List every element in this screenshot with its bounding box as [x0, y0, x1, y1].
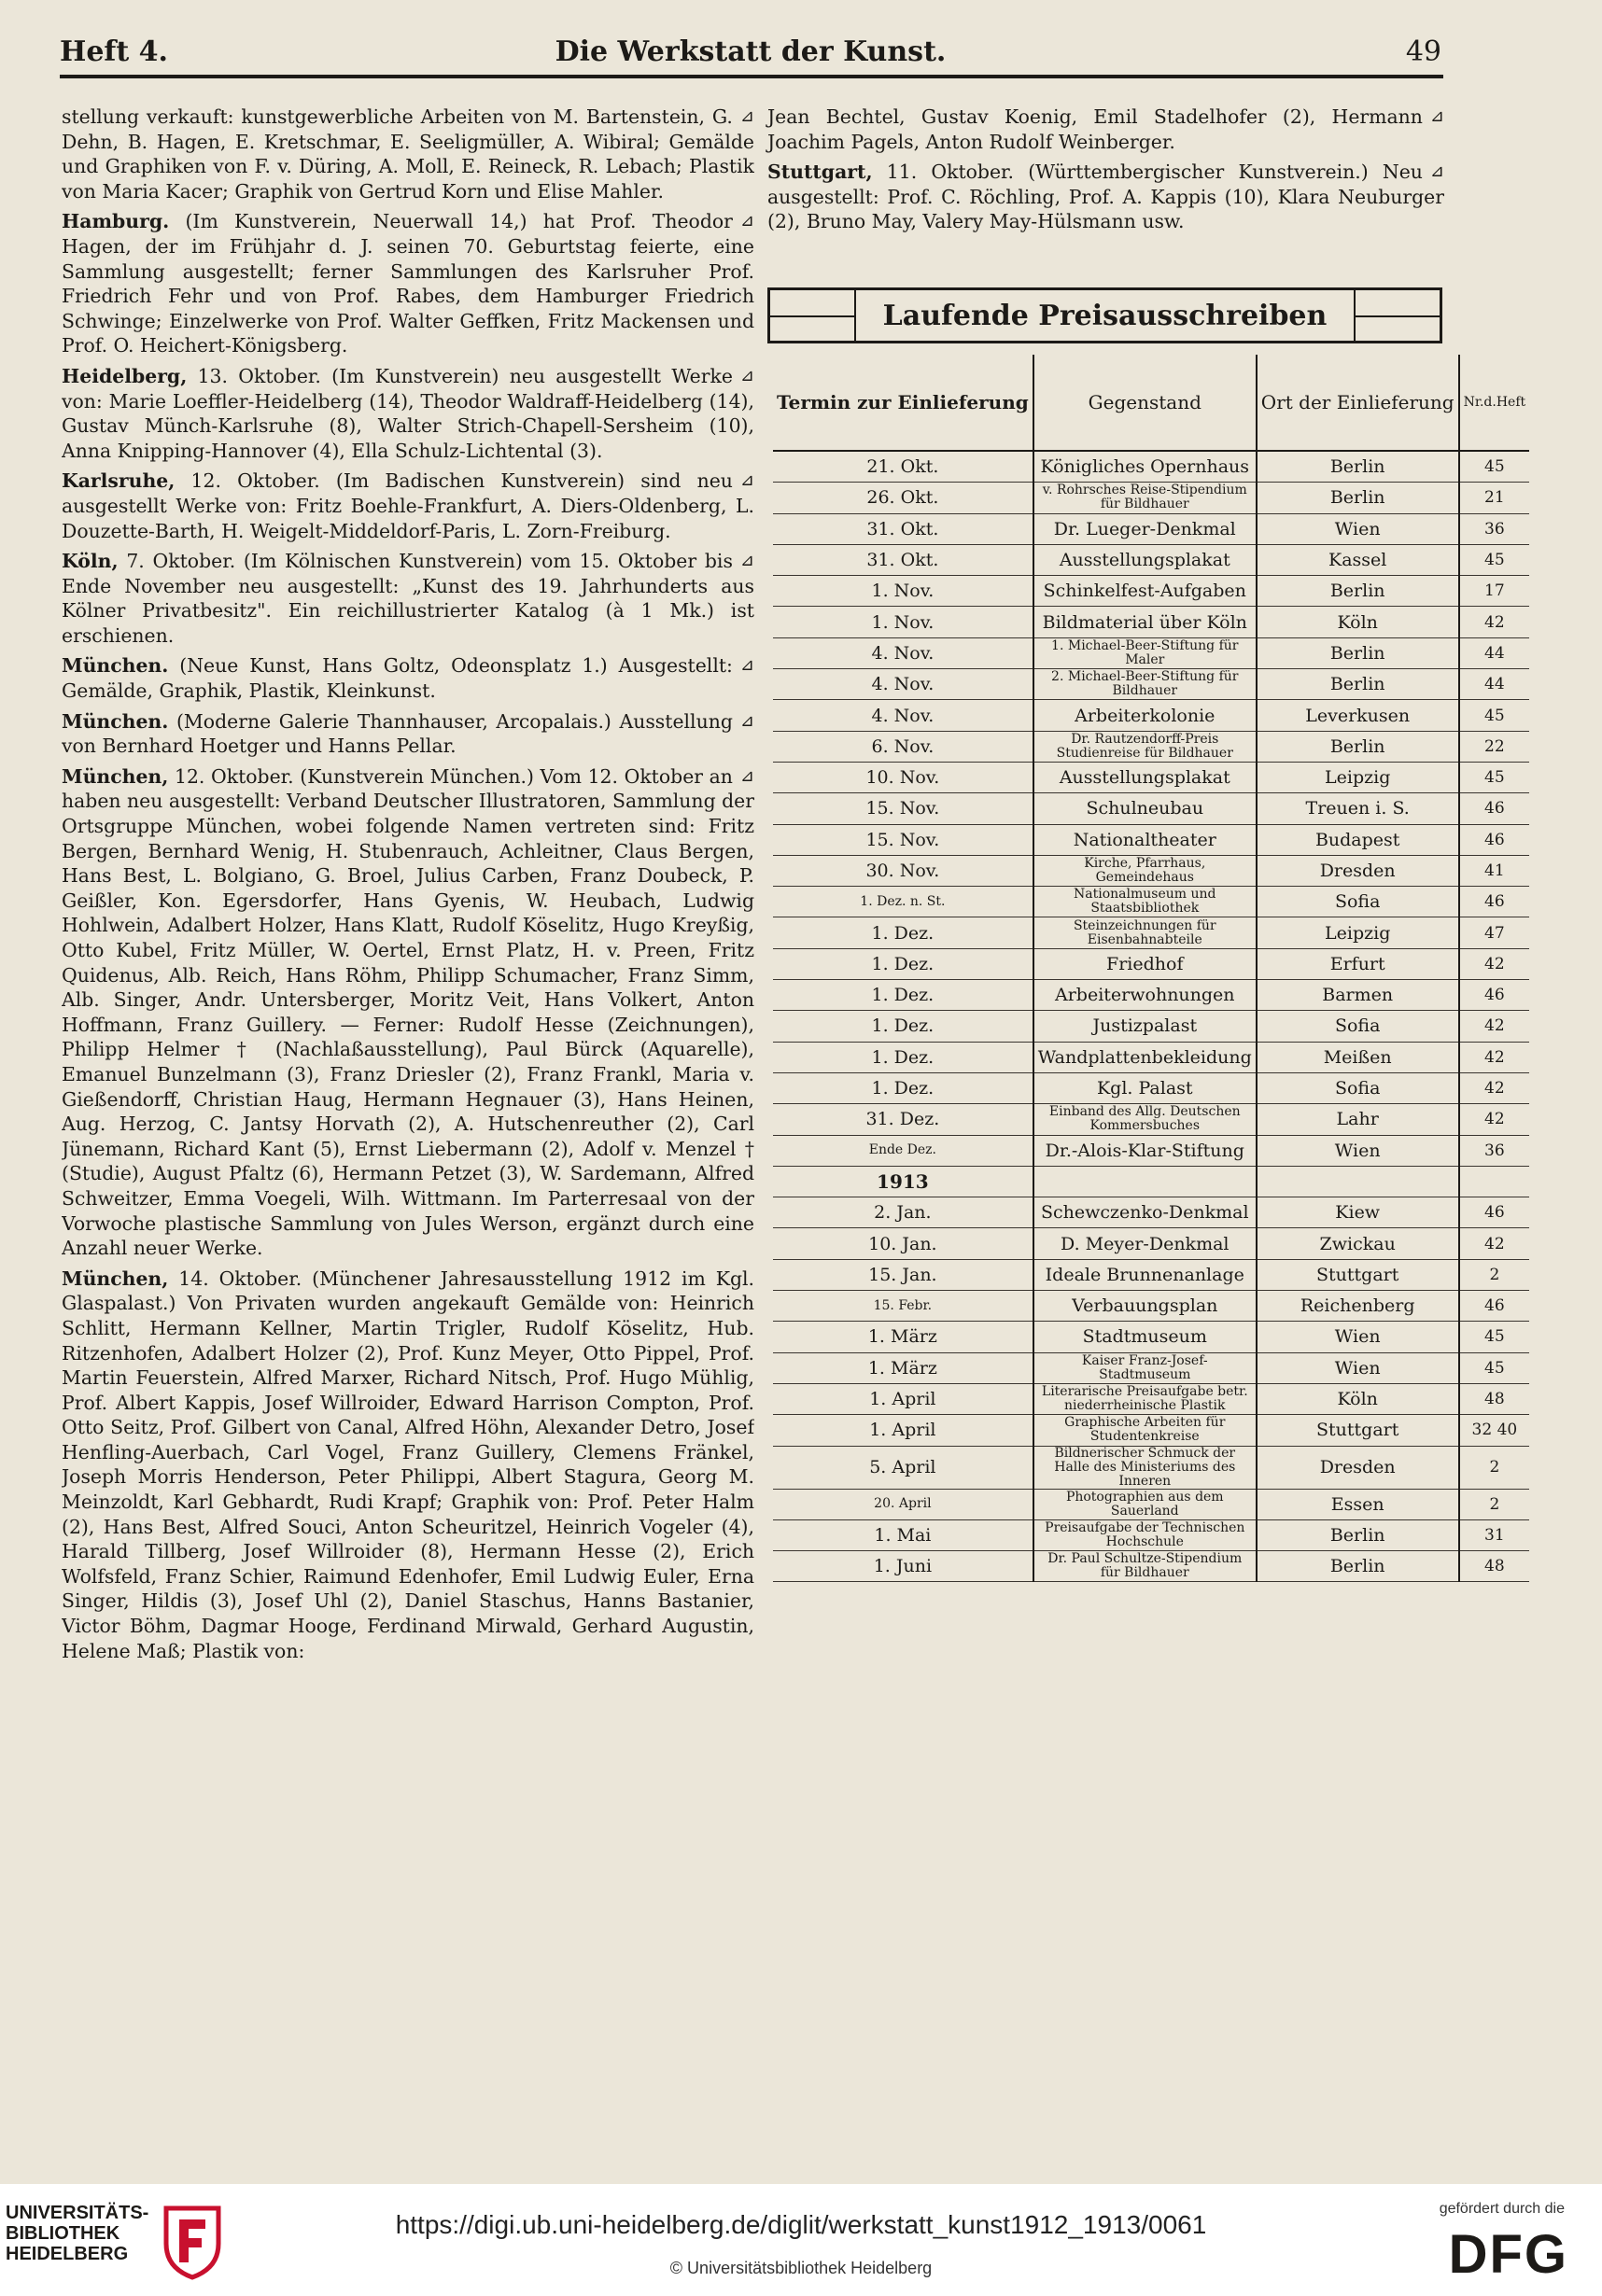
termin-cell: 1. Dez. [773, 1072, 1033, 1103]
issue-label: Heft 4. [60, 35, 168, 68]
heft-cell: 42 [1459, 1228, 1530, 1259]
entry-city: Stuttgart, [767, 161, 873, 184]
heft-cell: 32 40 [1459, 1415, 1530, 1446]
heft-cell: 44 [1459, 637, 1530, 668]
gegenstand-cell: Dr. Paul Schultze-Stipendium für Bildhauer [1033, 1551, 1257, 1582]
gegenstand-cell: Stadtmuseum [1033, 1322, 1257, 1352]
source-url[interactable]: https://digi.ub.uni-heidelberg.de/diglit/werkstatt_kunst1912_1913/0061 [395, 2210, 1207, 2239]
termin-cell: 1. Nov. [773, 607, 1033, 637]
gegenstand-cell: Ideale Brunnenanlage [1033, 1259, 1257, 1290]
entry-city: Hamburg. [62, 210, 170, 233]
table-row [773, 1415, 1529, 1446]
termin-cell: 15. Febr. [773, 1291, 1033, 1322]
table-row [773, 669, 1529, 700]
gegenstand-cell: Verbauungsplan [1033, 1291, 1257, 1322]
competitions-table [773, 355, 1529, 1582]
heft-cell: 46 [1459, 887, 1530, 917]
ort-cell: Barmen [1257, 980, 1459, 1011]
library-name-2: BIBLIOTHEK [6, 2223, 120, 2244]
gegenstand-cell: Bildmaterial über Köln [1033, 607, 1257, 637]
ort-cell: Wien [1257, 1135, 1459, 1166]
gegenstand-cell: Nationalmuseum und Staatsbibliothek [1033, 887, 1257, 917]
ort-cell: Dresden [1257, 855, 1459, 886]
competitions-title: Laufende Preisausschreiben [882, 300, 1328, 332]
table-row [773, 1011, 1529, 1042]
end-mark-icon: ⊿ [739, 470, 754, 491]
table-row [773, 917, 1529, 948]
table-header-row [773, 355, 1529, 451]
entry-city: München, [62, 1267, 169, 1290]
ort-cell: Wien [1257, 1352, 1459, 1383]
termin-cell: 1. Nov. [773, 576, 1033, 607]
termin-cell: 30. Nov. [773, 855, 1033, 886]
table-row [773, 855, 1529, 886]
gegenstand-cell: Photographien aus dem Sauerland [1033, 1489, 1257, 1519]
termin-cell: 21. Okt. [773, 451, 1033, 483]
library-name-3: HEIDELBERG [6, 2244, 129, 2264]
header-rule [60, 75, 1443, 78]
termin-cell: 4. Nov. [773, 700, 1033, 731]
table-row [773, 513, 1529, 544]
table-row [773, 1042, 1529, 1072]
table-row [773, 576, 1529, 607]
entry-text: 12. Oktober. (Kunstverein München.) Vom 12. Oktober an haben neu ausgestellt: Verband Deutscher Illustratoren, Sammlung der Ortsgruppe München, wobei folgende Namen vertreten sind: Fritz Bergen, Bernhard Wenig, H. Stubenrauch, Achleitner, Claus Bergen, Hans Best, L. Bolgiano, G. Broel, Julius Carben, Franz Doubeck, P. Geißler, Kon. Egersdorfer, Hans Gyenis, W. Heubach, Ludwig Hohlwein, Adalbert Holzer, Hans Klatt, Rudolf Köselitz, Hugo Kreyßig, Otto Kubel, Fritz Müller, W. Oertel, Ernst Platz, H. v. Preen, Fritz Quidenus, Alb. Reich, Hans Röhm, Philipp Schumacher, Franz Simm, Alb. Singer, Andr. Untersberger, Moritz Veit, Hans Volkert, Anton Hoffmann, Franz Guillery. — Ferner: Rudolf Hesse (Zeichnungen), Philipp Helmer † (Nachlaßausstellung), Paul Bürck (Aquarelle), Emanuel Bunzelmann (3), Franz Driesler (2), Franz Frankl, Maria v. Gießendorff, Christian Haug, Hermann Hegnauer (3), Hans Heinen, Aug. Herzog, C. Jantsy Horvath (2), A. Hutschenreuther (2), Carl Jünemann, Richard Kant (5), Ernst Liebermann (2), Adolf v. Menzel † (Studie), August Pfaltz (6), Hermann Petzet (3), W. Sardemann, Alfred Schweitzer, Emma Voegeli, Wilh. Wittmann. Im Parterresaal von der Vorwoche plastische Sammlung von Jules Werson, ergänzt durch eine Anzahl neuer Werke. [62, 764, 754, 1260]
gegenstand-cell: Dr.-Alois-Klar-Stiftung [1033, 1135, 1257, 1166]
termin-cell: 1. Mai [773, 1519, 1033, 1550]
page-header [60, 35, 1441, 77]
table-row [773, 1072, 1529, 1103]
gegenstand-cell: Ausstellungsplakat [1033, 544, 1257, 575]
gegenstand-cell: Arbeiterwohnungen [1033, 980, 1257, 1011]
entry-text: 7. Oktober. (Im Kölnischen Kunstverein) vom 15. Oktober bis Ende November neu ausgestellt: „Kunst des 19. Jahrhunderts aus Kölner Privatbesitz". Ein reichillustrierter Katalog (à 1 Mk.) ist erschienen. [62, 550, 754, 647]
table-row [773, 1322, 1529, 1352]
journal-title: Die Werkstatt der Kunst. [555, 35, 947, 68]
gegenstand-cell: Kirche, Pfarrhaus, Gemeindehaus [1033, 855, 1257, 886]
article-entry [62, 209, 754, 358]
col-termin: Termin zur Einlieferung [773, 355, 1033, 451]
ort-cell: Berlin [1257, 637, 1459, 668]
termin-cell: 5. April [773, 1446, 1033, 1489]
termin-cell: 6. Nov. [773, 731, 1033, 762]
heft-cell: 46 [1459, 1197, 1530, 1228]
heft-cell: 45 [1459, 762, 1530, 792]
termin-cell: 26. Okt. [773, 483, 1033, 513]
col-ort: Ort der Einlieferung [1257, 355, 1459, 451]
article-entry [767, 160, 1444, 234]
copyright: © Universitätsbibliothek Heidelberg [669, 2259, 933, 2277]
ort-cell: Essen [1257, 1489, 1459, 1519]
entry-city: München, [62, 764, 169, 788]
ort-cell: Kassel [1257, 544, 1459, 575]
table-row [773, 948, 1529, 979]
gegenstand-cell: v. Rohrsches Reise-Stipendium für Bildhauer [1033, 483, 1257, 513]
heft-cell: 31 [1459, 1519, 1530, 1550]
end-mark-icon: ⊿ [739, 551, 754, 571]
ort-cell: Sofia [1257, 1072, 1459, 1103]
ort-cell: Wien [1257, 513, 1459, 544]
competitions-banner [767, 287, 1442, 343]
gegenstand-cell: Königliches Opernhaus [1033, 451, 1257, 483]
termin-cell: 15. Nov. [773, 824, 1033, 855]
termin-cell: 15. Jan. [773, 1259, 1033, 1290]
table-row [773, 887, 1529, 917]
gegenstand-cell: Einband des Allg. Deutschen Kommersbuches [1033, 1104, 1257, 1135]
ort-cell: Budapest [1257, 824, 1459, 855]
ort-cell: Dresden [1257, 1446, 1459, 1489]
heft-cell: 41 [1459, 855, 1530, 886]
heft-cell: 42 [1459, 1011, 1530, 1042]
table-row [773, 1291, 1529, 1322]
gegenstand-cell: Bildnerischer Schmuck der Halle des Ministeriums des Inneren [1033, 1446, 1257, 1489]
heft-cell: 42 [1459, 607, 1530, 637]
termin-cell: 15. Nov. [773, 793, 1033, 824]
heft-cell: 42 [1459, 948, 1530, 979]
end-mark-icon: ⊿ [739, 765, 754, 786]
termin-cell: 1. April [773, 1383, 1033, 1414]
ort-cell: Sofia [1257, 887, 1459, 917]
table-row [773, 1104, 1529, 1135]
table-row [773, 1166, 1529, 1197]
table-row [773, 451, 1529, 483]
table-row [773, 762, 1529, 792]
heft-cell: 45 [1459, 700, 1530, 731]
gegenstand-cell: Kaiser Franz-Josef-Stadtmuseum [1033, 1352, 1257, 1383]
gegenstand-cell: Wandplattenbekleidung [1033, 1042, 1257, 1072]
ort-cell: Stuttgart [1257, 1415, 1459, 1446]
termin-cell: 10. Nov. [773, 762, 1033, 792]
ort-cell: Kiew [1257, 1197, 1459, 1228]
heft-cell: 46 [1459, 793, 1530, 824]
funded-label: gefördert durch die [1439, 2201, 1565, 2217]
table-row [773, 793, 1529, 824]
termin-cell: 1913 [773, 1166, 1033, 1197]
table-row [773, 731, 1529, 762]
entry-city: München. [62, 654, 169, 678]
table-row [773, 700, 1529, 731]
ort-cell: Sofia [1257, 1011, 1459, 1042]
termin-cell: 1. Dez. [773, 1011, 1033, 1042]
ort-cell: Berlin [1257, 483, 1459, 513]
ort-cell: Berlin [1257, 1519, 1459, 1550]
ort-cell: Stuttgart [1257, 1259, 1459, 1290]
entry-text: stellung verkauft: kunstgewerbliche Arbeiten von M. Bartenstein, G. Dehn, B. Hagen, E. Kretschmar, E. Seeligmüller, A. Wibiral; Gemälde und Graphiken von F. v. Düring, A. Moll, E. Reineck, R. Lebach; Plastik von Maria Kacer; Graphik von Gertrud Korn und Elise Mahler. [62, 105, 754, 203]
termin-cell: 1. Dez. n. St. [773, 887, 1033, 917]
gegenstand-cell: Schewczenko-Denkmal [1033, 1197, 1257, 1228]
heft-cell: 36 [1459, 513, 1530, 544]
footer-bar [0, 2184, 1602, 2296]
entry-city: Heidelberg, [62, 364, 188, 387]
ort-cell: Berlin [1257, 1551, 1459, 1582]
termin-cell: 31. Okt. [773, 544, 1033, 575]
ort-cell: Köln [1257, 607, 1459, 637]
article-entry [62, 549, 754, 648]
end-mark-icon: ⊿ [1429, 106, 1444, 126]
ort-cell: Leipzig [1257, 762, 1459, 792]
termin-cell: 10. Jan. [773, 1228, 1033, 1259]
termin-cell: 1. Dez. [773, 1042, 1033, 1072]
gegenstand-cell: Schulneubau [1033, 793, 1257, 824]
col-gegenstand: Gegenstand [1033, 355, 1257, 451]
gegenstand-cell: Dr. Rautzendorff-Preis Studienreise für Bildhauer [1033, 731, 1257, 762]
gegenstand-cell: Arbeiterkolonie [1033, 700, 1257, 731]
termin-cell: 20. April [773, 1489, 1033, 1519]
gegenstand-cell: Nationaltheater [1033, 824, 1257, 855]
ort-cell: Erfurt [1257, 948, 1459, 979]
heft-cell: 42 [1459, 1104, 1530, 1135]
table-row [773, 1519, 1529, 1550]
end-mark-icon: ⊿ [739, 211, 754, 231]
entry-text: 11. Oktober. (Württembergischer Kunstverein.) Neu ausgestellt: Prof. C. Röchling, Prof. A. Kappis (10), Klara Neuburger (2), Bruno May, Valery May-Hülsmann usw. [767, 161, 1444, 233]
dfg-logo: DFG [1448, 2224, 1568, 2285]
gegenstand-cell: Justizpalast [1033, 1011, 1257, 1042]
heft-cell: 45 [1459, 1322, 1530, 1352]
article-entry [62, 653, 754, 703]
heft-cell: 17 [1459, 576, 1530, 607]
heft-cell: 47 [1459, 917, 1530, 948]
ort-cell: Leverkusen [1257, 700, 1459, 731]
entry-text: (Im Kunstverein, Neuerwall 14,) hat Prof. Theodor Hagen, der im Frühjahr d. J. seinen 70. Geburtstag feierte, eine Sammlung ausgestellt; ferner Sammlungen des Karlsruher Prof. Friedrich Fehr und von Prof. Rabes, dem Hamburger Friedrich Schwinge; Einzelwerke von Prof. Walter Geffken, Fritz Mackensen und Prof. O. Heichert-Königsberg. [62, 210, 754, 357]
termin-cell: 31. Okt. [773, 513, 1033, 544]
end-mark-icon: ⊿ [739, 710, 754, 731]
table-row [773, 1551, 1529, 1582]
end-mark-icon: ⊿ [739, 106, 754, 126]
article-entry [62, 469, 754, 543]
gegenstand-cell: 2. Michael-Beer-Stiftung für Bildhauer [1033, 669, 1257, 700]
heft-cell: 2 [1459, 1259, 1530, 1290]
article-entry [62, 764, 754, 1261]
col-heft: Nr.d.Heft [1459, 355, 1530, 451]
heft-cell: 22 [1459, 731, 1530, 762]
termin-cell: 1. Dez. [773, 917, 1033, 948]
ort-cell: Lahr [1257, 1104, 1459, 1135]
ort-cell: Treuen i. S. [1257, 793, 1459, 824]
ort-cell: Leipzig [1257, 917, 1459, 948]
article-entry [767, 105, 1444, 154]
entry-text: 14. Oktober. (Münchener Jahresausstellung 1912 im Kgl. Glaspalast.) Von Privaten wurden angekauft Gemälde von: Heinrich Schlitt, Hermann Kellner, Martin Trigler, Rudolf Köselitz, Hub. Ritzenhofen, Adalbert Holzer (2), Prof. Kunz Meyer, Otto Pippel, Prof. Martin Feuerstein, Alfred Marxer, Richard Nitsch, Prof. Hugo Mühlig, Prof. Albert Kappis, Josef Willroider, Edward Harrison Compton, Prof. Otto Seitz, Prof. Gilbert von Canal, Alfred Höhn, Alexander Detro, Josef Henfling-Auerbach, Carl Vogel, Franz Guillery, Clemens Fränkel, Joseph Morris Henderson, Peter Philippi, Albert Stagura, Georg M. Meinzoldt, Karl Gebhardt, Rudi Krapf; Graphik von: Prof. Peter Halm (2), Hans Best, Alfred Souci, Anton Scheuritzel, Heinrich Vogeler (4), Harald Tillberg, Josef Willroider (8), Hermann Hesse (2), Erich Wolfsfeld, Franz Schier, Raimund Edenhofer, Emil Ludwig Euler, Erna Singer, Hildis (3), Josef Uhl (2), Daniel Staschus, Hanns Bastanier, Victor Böhm, Dagmar Hooge, Ferdinand Mirwald, Gerhard Augustin, Helene Maß; Plastik von: [62, 1267, 754, 1662]
table-row [773, 483, 1529, 513]
termin-cell: 1. Juni [773, 1551, 1033, 1582]
heft-cell: 46 [1459, 980, 1530, 1011]
left-column [62, 105, 754, 2074]
termin-cell: 1. April [773, 1415, 1033, 1446]
termin-cell: 1. März [773, 1322, 1033, 1352]
termin-cell: 1. Dez. [773, 948, 1033, 979]
gegenstand-cell: Graphische Arbeiten für Studentenkreise [1033, 1415, 1257, 1446]
article-entry [62, 1267, 754, 1664]
end-mark-icon: ⊿ [1429, 161, 1444, 182]
library-name-1: UNIVERSITÄTS- [6, 2203, 149, 2223]
heft-cell: 45 [1459, 1352, 1530, 1383]
heft-cell: 36 [1459, 1135, 1530, 1166]
ort-cell: Reichenberg [1257, 1291, 1459, 1322]
table-row [773, 1352, 1529, 1383]
termin-cell: Ende Dez. [773, 1135, 1033, 1166]
heft-cell: 2 [1459, 1446, 1530, 1489]
table-row [773, 1197, 1529, 1228]
termin-cell: 1. Dez. [773, 980, 1033, 1011]
ort-cell: Zwickau [1257, 1228, 1459, 1259]
heft-cell: 42 [1459, 1042, 1530, 1072]
heft-cell [1459, 1166, 1530, 1197]
heft-cell: 42 [1459, 1072, 1530, 1103]
ort-cell: Berlin [1257, 669, 1459, 700]
entry-text: (Moderne Galerie Thannhauser, Arcopalais.) Ausstellung von Bernhard Hoetger und Hanns Pellar. [62, 709, 733, 758]
gegenstand-cell: Dr. Lueger-Denkmal [1033, 513, 1257, 544]
table-row [773, 980, 1529, 1011]
table-row [773, 637, 1529, 668]
article-entry [62, 364, 754, 463]
gegenstand-cell: Kgl. Palast [1033, 1072, 1257, 1103]
entry-text: (Neue Kunst, Hans Goltz, Odeonsplatz 1.) Ausgestellt: Gemälde, Graphik, Plastik, Kleinkunst. [62, 654, 733, 703]
gegenstand-cell: Steinzeichnungen für Eisenbahnabteile [1033, 917, 1257, 948]
table-row [773, 1228, 1529, 1259]
termin-cell: 4. Nov. [773, 637, 1033, 668]
entry-city: Karlsruhe, [62, 469, 176, 493]
ort-cell: Berlin [1257, 576, 1459, 607]
termin-cell: 31. Dez. [773, 1104, 1033, 1135]
ort-cell: Wien [1257, 1322, 1459, 1352]
table-row [773, 1446, 1529, 1489]
entry-city: Köln, [62, 550, 119, 573]
heft-cell: 45 [1459, 451, 1530, 483]
article-entry [62, 105, 754, 203]
entry-text: 13. Oktober. (Im Kunstverein) neu ausgestellt Werke von: Marie Loeffler-Heidelberg (14), Theodor Waldraff-Heidelberg (14), Gustav Münch-Karlsruhe (8), Walter Strich-Chapell-Sersheim (10), Anna Knipping-Hannover (4), Ella Schulz-Lichtental (3). [62, 364, 754, 462]
ort-cell: Berlin [1257, 451, 1459, 483]
end-mark-icon: ⊿ [739, 655, 754, 676]
table-row [773, 1489, 1529, 1519]
table-row [773, 1383, 1529, 1414]
gegenstand-cell [1033, 1166, 1257, 1197]
ort-cell: Berlin [1257, 731, 1459, 762]
gegenstand-cell: Literarische Preisaufgabe betr. niederrheinische Plastik [1033, 1383, 1257, 1414]
table-row [773, 1259, 1529, 1290]
heft-cell: 48 [1459, 1551, 1530, 1582]
termin-cell: 4. Nov. [773, 669, 1033, 700]
entry-text: Jean Bechtel, Gustav Koenig, Emil Stadelhofer (2), Hermann Joachim Pagels, Anton Rudolf Weinberger. [767, 105, 1423, 153]
heft-cell: 21 [1459, 483, 1530, 513]
entry-city: München. [62, 709, 169, 733]
heft-cell: 48 [1459, 1383, 1530, 1414]
heft-cell: 45 [1459, 544, 1530, 575]
heft-cell: 46 [1459, 824, 1530, 855]
table-row [773, 544, 1529, 575]
heft-cell: 44 [1459, 669, 1530, 700]
page-number: 49 [1405, 35, 1441, 68]
article-entry [62, 709, 754, 759]
heft-cell: 46 [1459, 1291, 1530, 1322]
entry-text: 12. Oktober. (Im Badischen Kunstverein) sind neu ausgestellt Werke von: Fritz Boehle-Frankfurt, A. Diers-Oldenberg, L. Douzette-Barth, H. Weigelt-Middeldorf-Paris, L. Zorn-Freiburg. [62, 469, 754, 542]
table-row [773, 607, 1529, 637]
ort-cell: Köln [1257, 1383, 1459, 1414]
table-row [773, 824, 1529, 855]
ort-cell: Meißen [1257, 1042, 1459, 1072]
heft-cell: 2 [1459, 1489, 1530, 1519]
gegenstand-cell: 1. Michael-Beer-Stiftung für Maler [1033, 637, 1257, 668]
gegenstand-cell: Preisaufgabe der Technischen Hochschule [1033, 1519, 1257, 1550]
table-row [773, 1135, 1529, 1166]
termin-cell: 1. März [773, 1352, 1033, 1383]
end-mark-icon: ⊿ [739, 365, 754, 385]
gegenstand-cell: Ausstellungsplakat [1033, 762, 1257, 792]
termin-cell: 2. Jan. [773, 1197, 1033, 1228]
ort-cell [1257, 1166, 1459, 1197]
gegenstand-cell: D. Meyer-Denkmal [1033, 1228, 1257, 1259]
gegenstand-cell: Friedhof [1033, 948, 1257, 979]
gegenstand-cell: Schinkelfest-Aufgaben [1033, 576, 1257, 607]
